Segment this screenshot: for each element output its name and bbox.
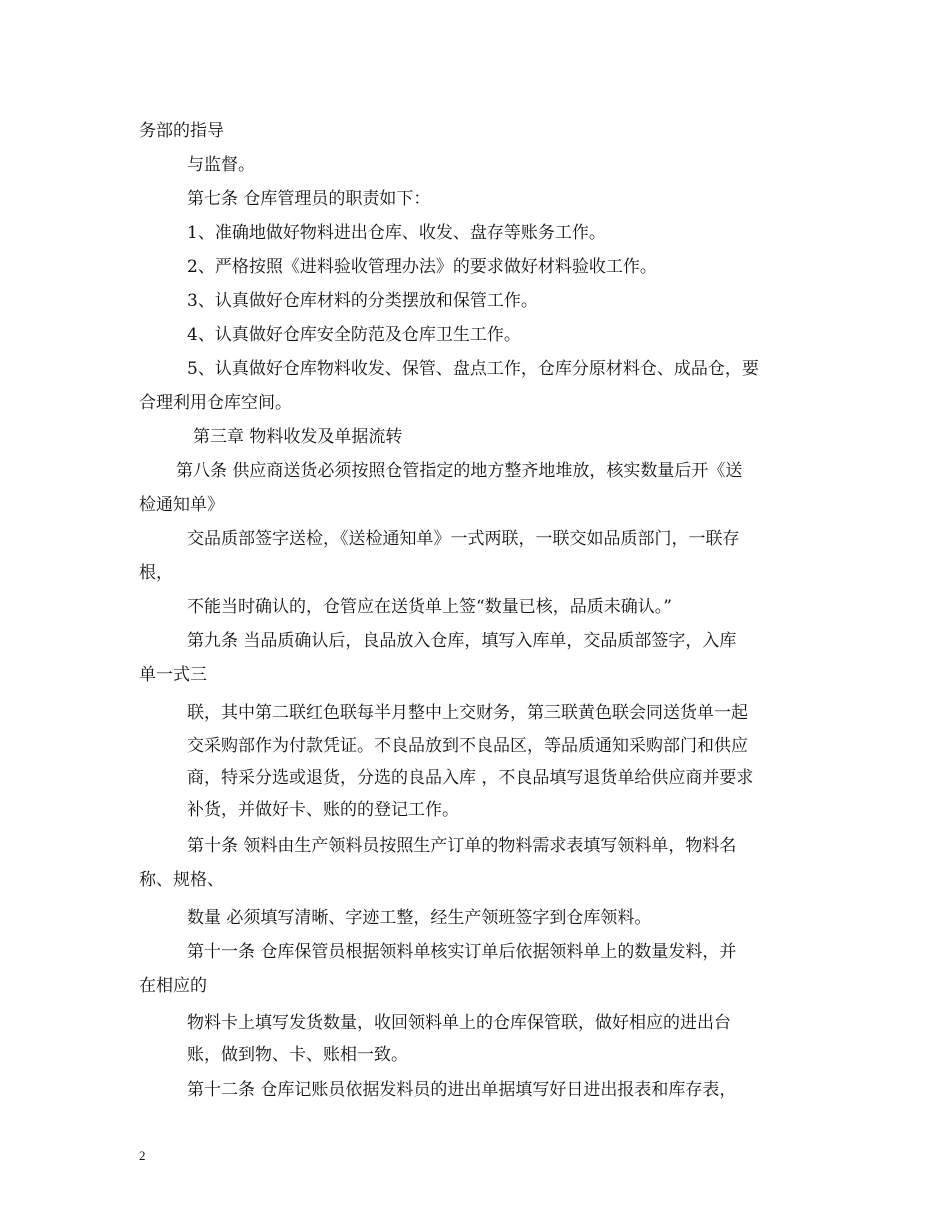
text-line: 合理利用仓库空间。: [139, 393, 292, 413]
list-item: 4、认真做好仓库安全防范及仓库卫生工作。: [187, 325, 521, 345]
text-line: 交品质部签字送检，《送检通知单》一式两联，一联交如品质部门，一联存: [187, 529, 740, 549]
text-line: 在相应的: [139, 976, 207, 996]
text-line: 补货，并做好卡、账的的登记工作。: [187, 800, 459, 820]
list-item: 2、严格按照《进料验收管理办法》的要求做好材料验收工作。: [187, 257, 657, 277]
section-heading: 第九条 当品质确认后，良品放入仓库，填写入库单，交品质部签字，入库: [187, 631, 737, 651]
text-line: 与监督。: [187, 155, 255, 175]
text-line: 物料卡上填写发货数量，收回领料单上的仓库保管联，做好相应的进出台: [187, 1013, 731, 1033]
section-heading: 第十一条 仓库保管员根据领料单核实订单后依据领料单上的数量发料，并: [187, 942, 737, 962]
list-item: 1、准确地做好物料进出仓库、收发、盘存等账务工作。: [187, 223, 606, 243]
section-heading: 第十二条 仓库记账员依据发料员的进出单据填写好日进出报表和库存表，: [187, 1080, 737, 1100]
text-line: 交采购部作为付款凭证。不良品放到不良品区，等品质通知采购部门和供应: [187, 736, 748, 756]
text-line: 务部的指导: [139, 121, 224, 141]
section-heading: 第十条 领料由生产领料员按照生产订单的物料需求表填写领料单，物料名: [187, 836, 737, 856]
list-item: 3、认真做好仓库材料的分类摆放和保管工作。: [187, 291, 538, 311]
text-line: 称、规格、: [139, 870, 224, 890]
section-heading: 第八条 供应商送货必须按照仓管指定的地方整齐地堆放，核实数量后开《送: [176, 461, 743, 481]
text-line: 数量 必须填写清晰、字迹工整，经生产领班签字到仓库领料。: [187, 908, 652, 928]
text-line: 根，: [139, 563, 173, 583]
chapter-heading: 第三章 物料收发及单据流转: [193, 427, 403, 447]
text-line: 检通知单》: [139, 495, 224, 515]
text-line: 商，特采分选或退货，分选的良品入库 ，不良品填写退货单给供应商并要求: [187, 768, 754, 788]
section-heading: 第七条 仓库管理员的职责如下：: [187, 189, 431, 209]
page-number: 2: [139, 1148, 146, 1163]
text-line: 不能当时确认的，仓管应在送货单上签“数量已核，品质未确认。”: [187, 597, 672, 617]
text-line: 账，做到物、卡、账相一致。: [187, 1045, 408, 1065]
text-line: 单一式三: [139, 665, 207, 685]
text-line: 联，其中第二联红色联每半月整中上交财务，第三联黄色联会同送货单一起: [187, 703, 748, 723]
list-item: 5、认真做好仓库物料收发、保管、盘点工作，仓库分原材料仓、成品仓，要: [187, 359, 759, 379]
